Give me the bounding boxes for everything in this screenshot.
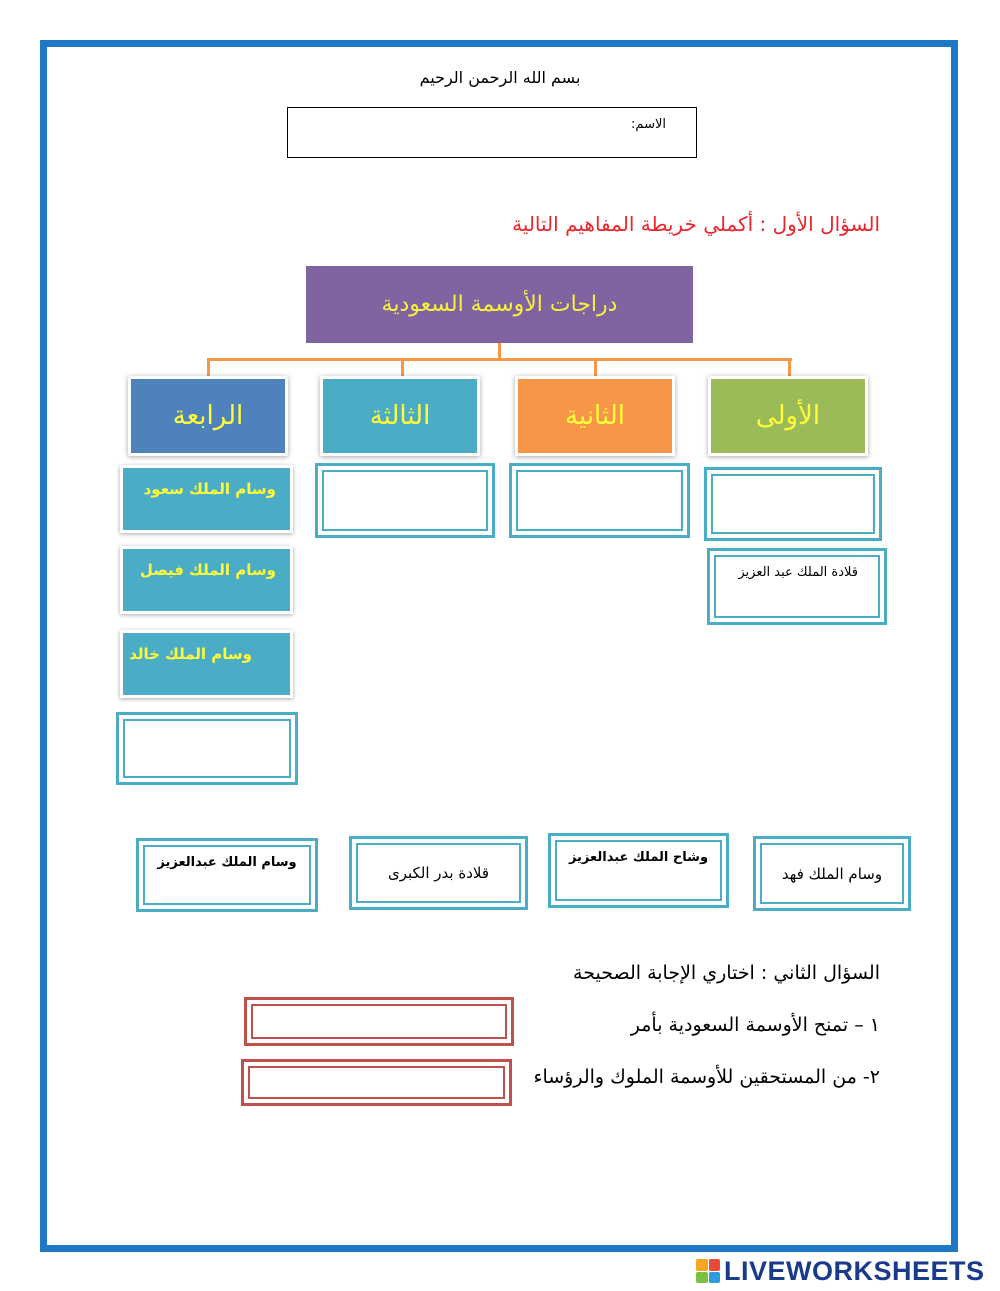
word-bank-text-2: وشاح الملك عبدالعزيز bbox=[568, 850, 709, 865]
question2-item-1: ١ – تمنح الأوسمة السعودية بأمر bbox=[630, 1014, 880, 1036]
word-bank-text-3: قلادة بدر الكبرى bbox=[387, 864, 490, 882]
level1-given-item bbox=[707, 548, 887, 625]
connector-drop-3 bbox=[401, 358, 404, 376]
liveworksheets-logo bbox=[696, 1256, 985, 1286]
concept-map-root: دراجات الأوسمة السعودية bbox=[306, 266, 693, 343]
level-fourth: الرابعة bbox=[128, 376, 288, 456]
answer-box-level1[interactable] bbox=[704, 467, 882, 541]
answer-box-level3[interactable] bbox=[315, 463, 495, 538]
question2-title: السؤال الثاني : اختاري الإجابة الصحيحة bbox=[573, 962, 880, 984]
question2-answer-2[interactable] bbox=[241, 1059, 512, 1106]
question2-answer-1[interactable] bbox=[244, 997, 514, 1046]
word-bank-item-2[interactable] bbox=[548, 833, 729, 908]
level1-given-text: قلادة الملك عبد العزيز bbox=[738, 565, 858, 580]
level-second: الثانية bbox=[515, 376, 675, 456]
word-bank-item-3[interactable] bbox=[349, 836, 528, 910]
word-bank-text-4: وسام الملك عبدالعزيز bbox=[157, 855, 297, 870]
level-third: الثالثة bbox=[320, 376, 480, 456]
word-bank-item-1[interactable] bbox=[753, 836, 911, 911]
level4-item-1: وسام الملك سعود bbox=[120, 465, 293, 533]
basmala: بسم الله الرحمن الرحيم bbox=[419, 68, 581, 87]
answer-box-level2[interactable] bbox=[509, 463, 690, 538]
liveworksheets-logo-icon bbox=[696, 1259, 720, 1283]
connector-drop-1 bbox=[788, 358, 791, 376]
question2-item-2: ٢- من المستحقين للأوسمة الملوك والرؤساء bbox=[533, 1066, 880, 1088]
level4-item-2: وسام الملك فيصل bbox=[120, 546, 293, 614]
question1-title: السؤال الأول : أكملي خريطة المفاهيم التالية bbox=[512, 212, 880, 236]
connector-bar bbox=[207, 358, 792, 361]
name-field[interactable] bbox=[287, 107, 697, 158]
connector-drop-4 bbox=[207, 358, 210, 376]
connector-drop-2 bbox=[594, 358, 597, 376]
name-label: الاسم: bbox=[631, 117, 666, 132]
level4-item-3: وسام الملك خالد bbox=[120, 630, 293, 698]
word-bank-item-4[interactable] bbox=[136, 838, 318, 912]
word-bank-text-1: وسام الملك فهد bbox=[781, 864, 883, 883]
logo-text: LIVEWORKSHEETS bbox=[724, 1255, 985, 1286]
level-first: الأولى bbox=[708, 376, 868, 456]
connector-stem bbox=[498, 343, 501, 359]
answer-box-level4[interactable] bbox=[116, 712, 298, 785]
